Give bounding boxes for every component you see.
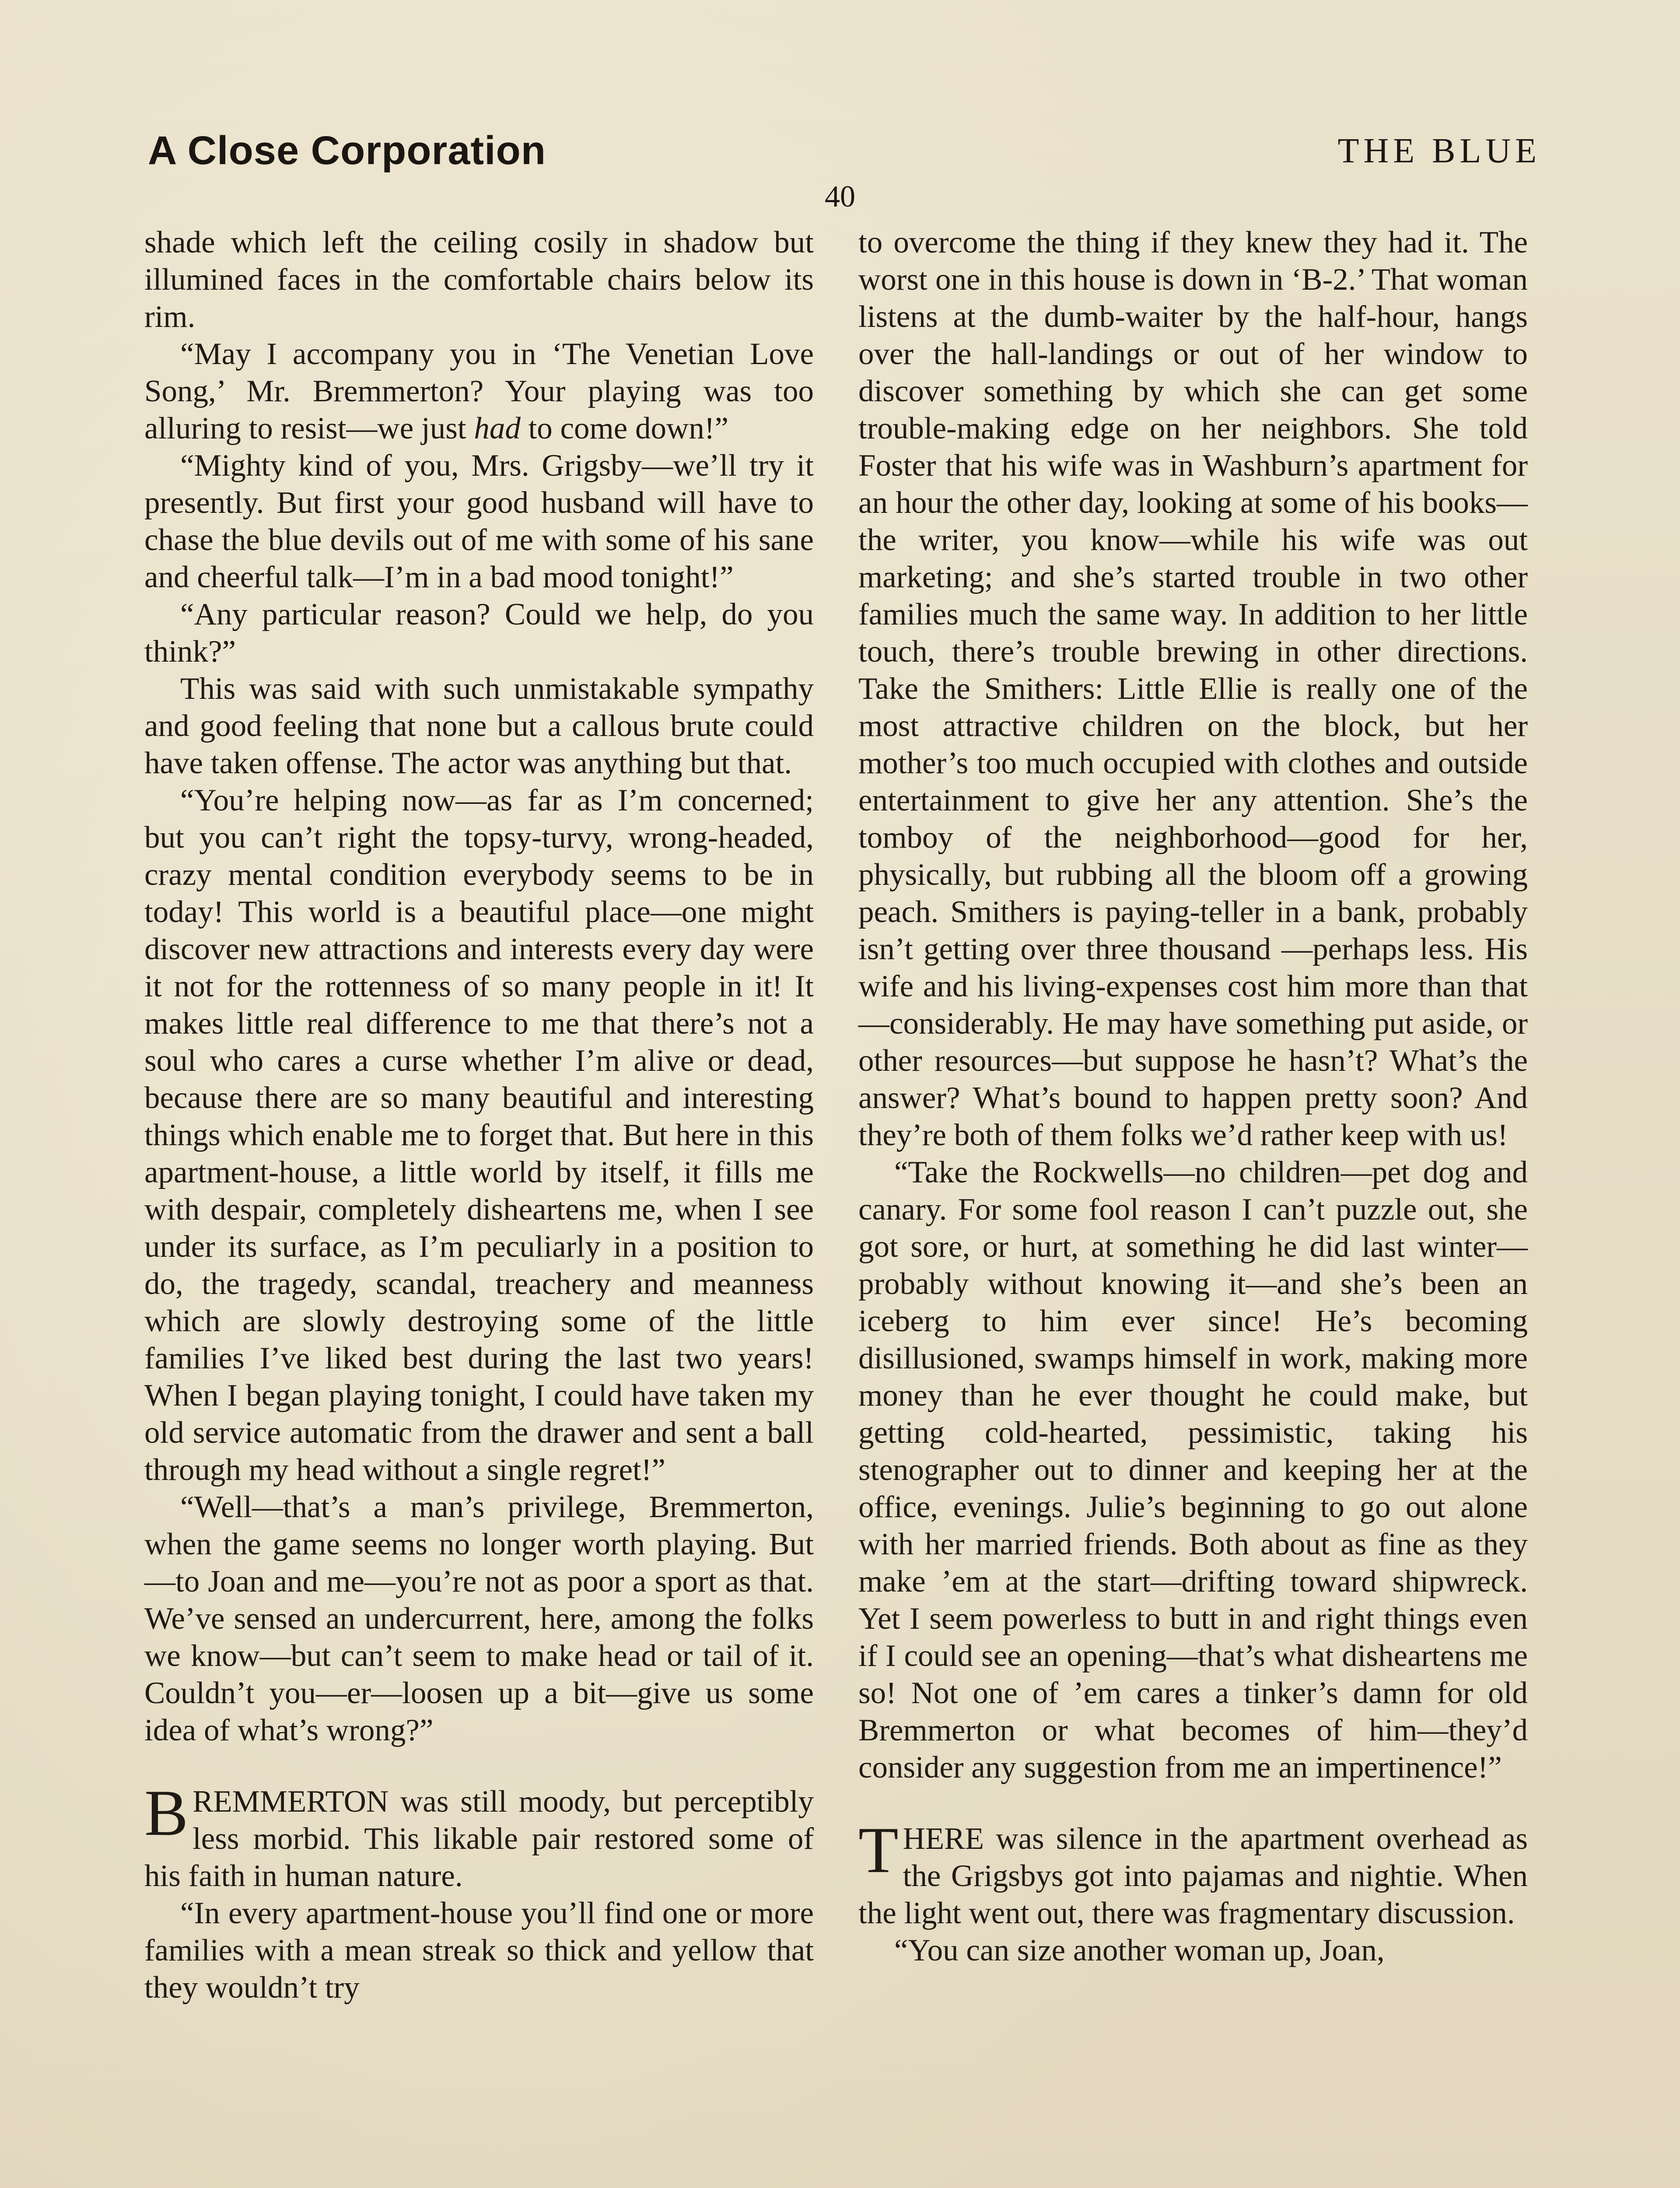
paragraph: “Well—that’s a man’s privilege, Bremmerton, when the game seems no longer worth playing. But—to Joan and me—you’re not as poor a sport as that. We’ve sensed an undercurrent, here, among the folks we know—but can’t seem to make head or tail of it. Couldn’t you—er—loosen up a bit—give us some idea of what’s wrong?” <box>144 1490 814 1747</box>
paragraph: “Mighty kind of you, Mrs. Grigsby—we’ll try it presently. But first your good husband will have to chase the blue devils out of me with some of his sane and cheerful talk—I’m in a bad mood tonight!” <box>144 449 814 594</box>
paragraph: “Any particular reason? Could we help, do you think?” <box>144 597 814 669</box>
paragraph: shade which left the ceiling cosily in shadow but illumined faces in the comfortable chairs below its rim. <box>144 225 814 334</box>
paragraph: to overcome the thing if they knew they had it. The worst one in this house is down in ‘B-2.’ That woman listens at the dumb-waiter by the half-hour, hangs over the hall-landings or out of her window to discover something by which she can get some trouble-making edge on her neighbors. She told Foster that his wife was in Washburn’s apartment for an hour the other day, looking at some of his books—the writer, you know—while his wife was out marketing; and she’s started trouble in two other families much the same way. In addition to her little touch, there’s trouble brewing in other directions. Take the Smithers: Little Ellie is really one of the most attractive children on the block, but her mother’s too much occupied with clothes and outside entertainment to give her any attention. She’s the tomboy of the neighborhood—good for her, physically, but rubbing all the bloom off a growing peach. Smithers is paying-teller in a bank, probably isn’t getting over three thousand —perhaps less. His wife and his living-expenses cost him more than that—considerably. He may have something put aside, or other resources—but suppose he hasn’t? What’s the answer? What’s bound to happen pretty soon? And they’re both of them folks we’d rather keep with us! <box>858 225 1528 1152</box>
drop-cap: B <box>144 1777 189 1849</box>
paragraph: “Take the Rockwells—no children—pet dog and canary. For some fool reason I can’t puzzle out, she got sore, or hurt, at something he did last winter—probably without knowing it—and she’s been an iceberg to him ever since! He’s becoming disillusioned, swamps himself in work, making more money than he ever thought he could make, but getting cold-hearted, pessimistic, taking his stenographer out to dinner and keeping her at the office, evenings. Julie’s beginning to go out alone with her married friends. Both about as fine as they make ’em at the start—drifting toward shipwreck. Yet I seem powerless to butt in and right things even if I could see an opening—that’s what disheartens me so! Not one of ’em cares a tinker’s damn for old Bremmerton or what becomes of him—they’d consider any suggestion from me an impertinence!” <box>858 1155 1528 1785</box>
paragraph: “You’re helping now—as far as I’m concerned; but you can’t right the topsy-turvy, wrong-headed, crazy mental condition everybody seems to be in today! This world is a beautiful place—one might discover new attractions and interests every day were it not for the rottenness of so many people in it! It makes little real difference to me that there’s not a soul who cares a curse whether I’m alive or dead, because there are so many beautiful and interesting things which enable me to forget that. But here in this apartment-house, a little world by itself, it fills me with despair, completely disheartens me, when I see under its surface, as I’m peculiarly in a position to do, the tragedy, scandal, treachery and meanness which are slowly destroying some of the little families I’ve liked best during the last two years! When I began playing tonight, I could have taken my old service automatic from the drawer and sent a ball through my head without a single regret!” <box>144 783 814 1487</box>
page-number: 40 <box>825 180 855 214</box>
paragraph: “In every apartment-house you’ll find one or more families with a mean streak so thick and yellow that they wouldn’t try <box>144 1896 814 2005</box>
magazine-name: THE BLUE <box>1337 132 1541 170</box>
paragraph: “May I accompany you in ‘The Venetian Love Song,’ Mr. Bremmerton? Your playing was too alluring to resist—we just had to come down!” <box>144 337 814 445</box>
paragraph: This was said with such unmistakable sympathy and good feeling that none but a callous brute could have taken offense. The actor was anything but that. <box>144 672 814 780</box>
left-column <box>144 224 814 2006</box>
section-opening-paragraph: THERE was silence in the apartment overhead as the Grigsbys got into pajamas and nightie. When the light went out, there was fragmentary discussion. <box>858 1814 1528 1930</box>
paragraph: “You can size another woman up, Joan, <box>894 1933 1385 1967</box>
drop-cap: T <box>858 1814 899 1886</box>
right-column <box>858 224 1528 1969</box>
story-title: A Close Corporation <box>148 128 546 173</box>
section-opening-paragraph: BREMMERTON was still moody, but perceptibly less morbid. This likable pair restored some of his faith in human nature. <box>144 1777 814 1893</box>
